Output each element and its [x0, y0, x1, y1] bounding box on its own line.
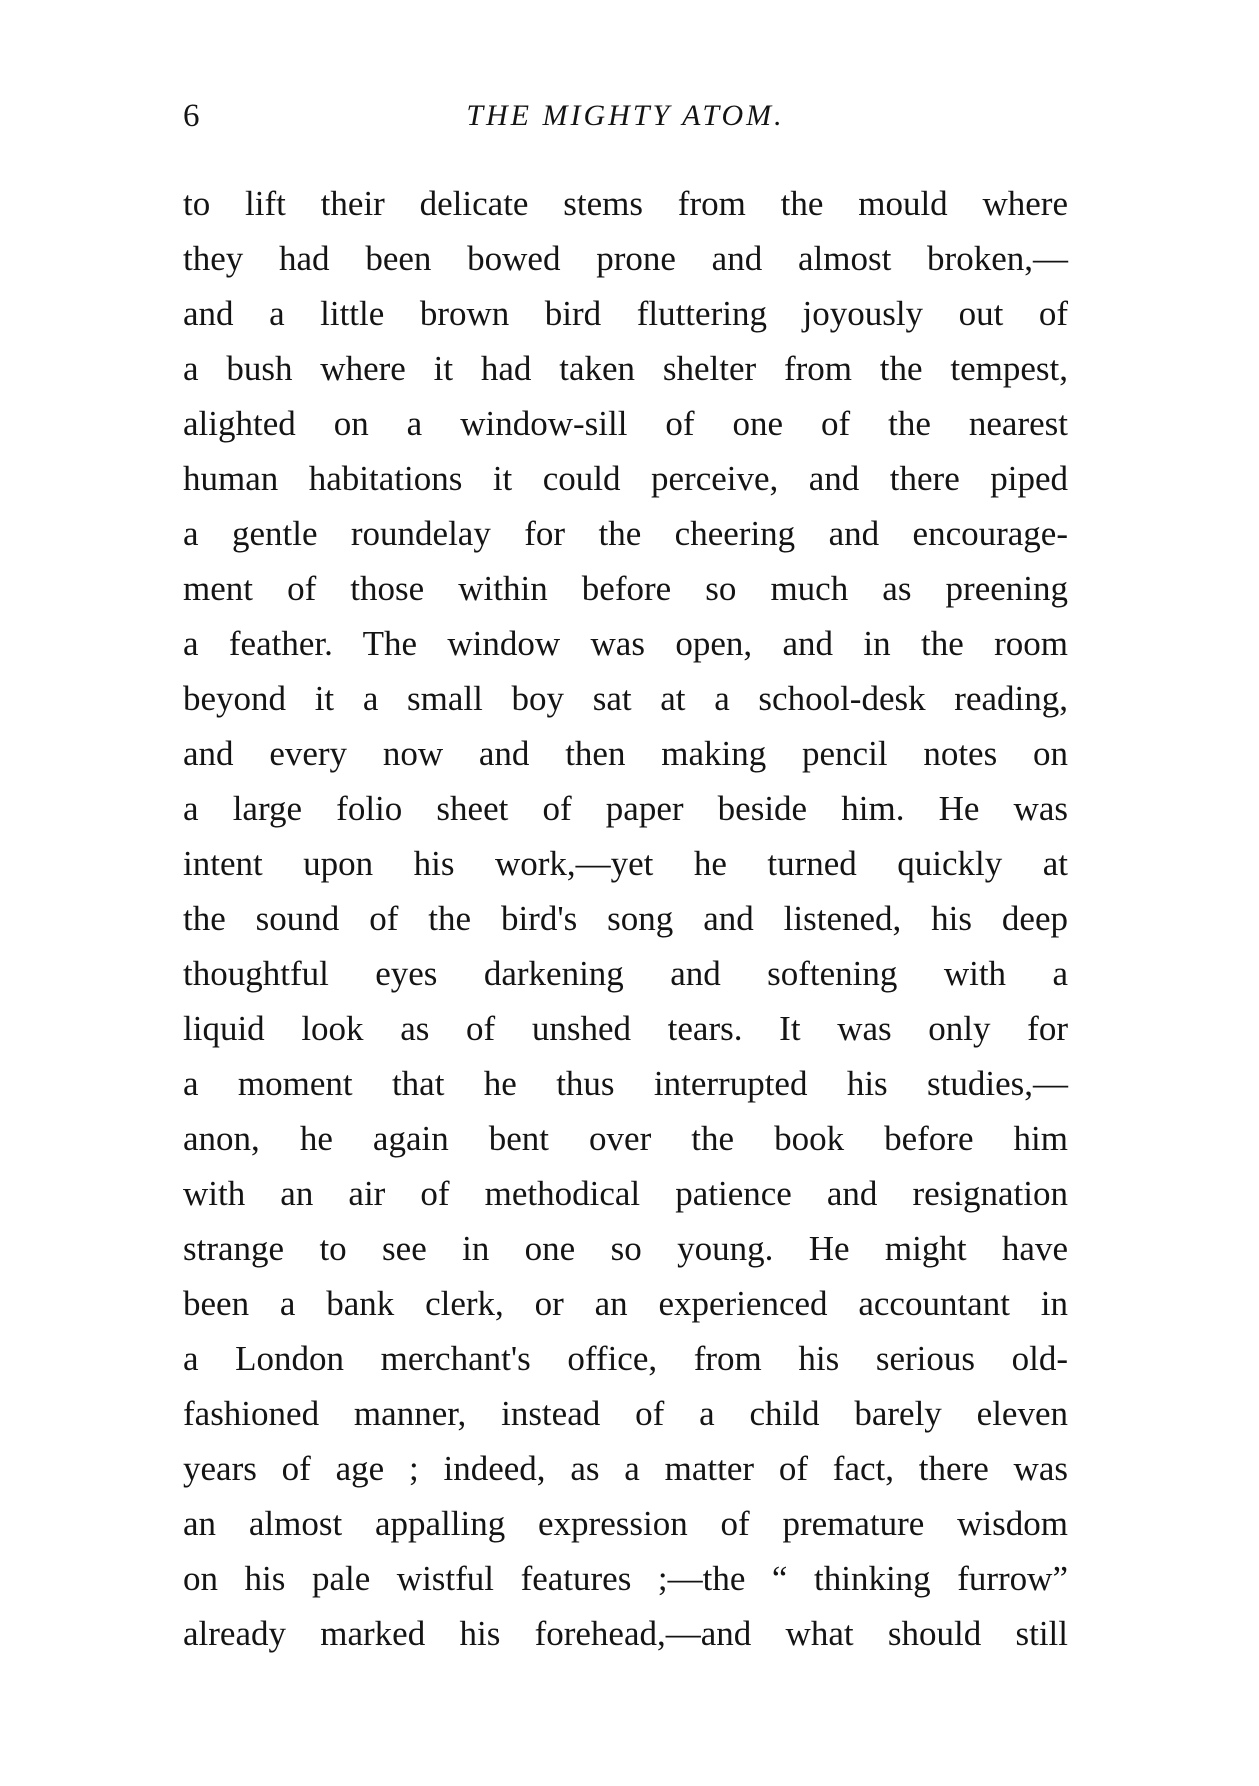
text-line: intent upon his work,—yet he turned quickly at	[183, 844, 1068, 883]
text-line: already marked his forehead,—and what should still	[183, 1614, 1068, 1653]
text-line: a London merchant's office, from his serious old-	[183, 1339, 1068, 1378]
text-line: a feather. The window was open, and in the room	[183, 624, 1068, 663]
text-line: they had been bowed prone and almost broken,—	[183, 239, 1068, 278]
text-line: strange to see in one so young. He might have	[183, 1229, 1068, 1268]
text-line: a moment that he thus interrupted his studies,—	[183, 1064, 1068, 1103]
text-line: to lift their delicate stems from the mould where	[183, 184, 1068, 223]
text-line: an almost appalling expression of premature wisdom	[183, 1504, 1068, 1543]
text-line: and every now and then making pencil notes on	[183, 734, 1068, 773]
page-number: 6	[183, 98, 200, 134]
text-line: alighted on a window-sill of one of the nearest	[183, 404, 1068, 443]
running-head	[183, 94, 1068, 138]
running-title: THE MIGHTY ATOM.	[466, 99, 785, 132]
text-line: the sound of the bird's song and listened, his deep	[183, 899, 1068, 938]
text-line: a bush where it had taken shelter from the tempest,	[183, 349, 1068, 388]
text-line: been a bank clerk, or an experienced accountant in	[183, 1284, 1068, 1323]
text-line: liquid look as of unshed tears. It was only for	[183, 1009, 1068, 1048]
text-line: beyond it a small boy sat at a school-desk reading,	[183, 679, 1068, 718]
text-line: ment of those within before so much as preening	[183, 569, 1068, 608]
text-line: fashioned manner, instead of a child barely eleven	[183, 1394, 1068, 1433]
text-line: anon, he again bent over the book before him	[183, 1119, 1068, 1158]
text-line: a large folio sheet of paper beside him. He was	[183, 789, 1068, 828]
text-line: with an air of methodical patience and resignation	[183, 1174, 1068, 1213]
text-line: thoughtful eyes darkening and softening with a	[183, 954, 1068, 993]
text-line: human habitations it could perceive, and there piped	[183, 459, 1068, 498]
body-text	[183, 176, 1068, 1661]
text-line: and a little brown bird fluttering joyously out of	[183, 294, 1068, 333]
text-line: on his pale wistful features ;—the “ thinking furrow”	[183, 1559, 1068, 1598]
text-line: years of age ; indeed, as a matter of fact, there was	[183, 1449, 1068, 1488]
text-line: a gentle roundelay for the cheering and encourage-	[183, 514, 1068, 553]
